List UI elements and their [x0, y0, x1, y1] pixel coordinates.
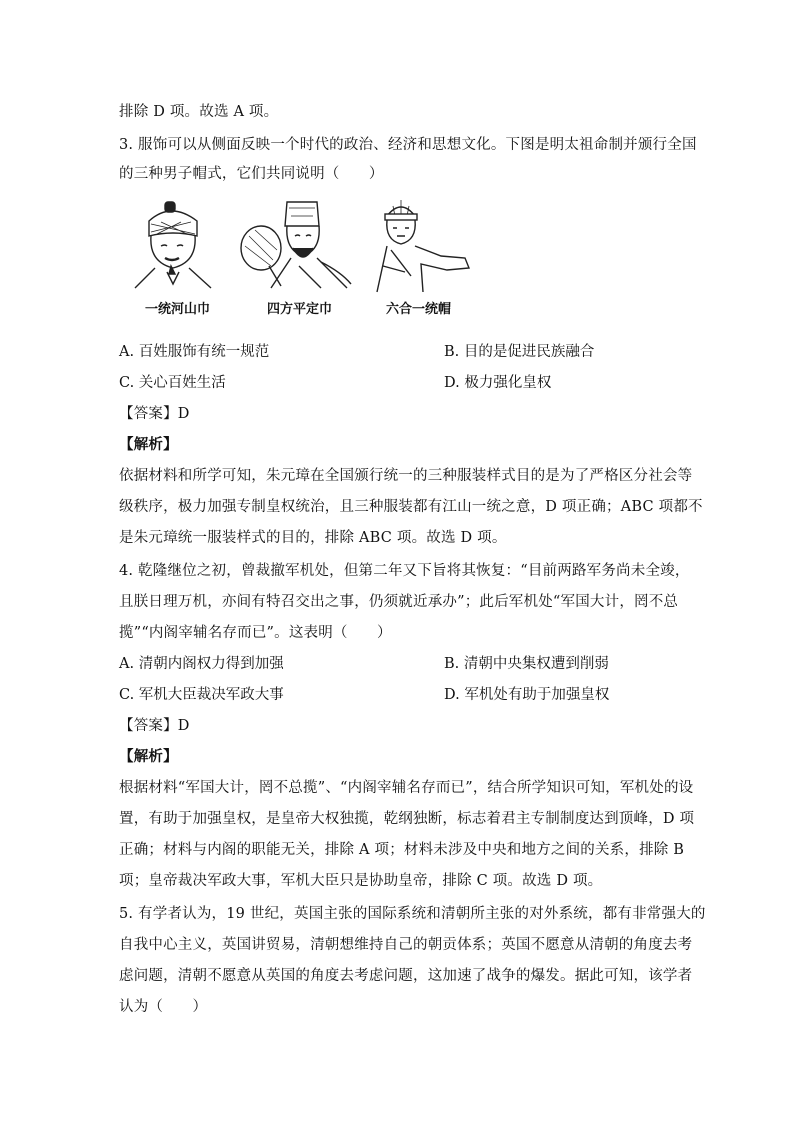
q3-answer: 【答案】D [119, 406, 190, 422]
q4-answer: 【答案】D [119, 718, 190, 734]
q3-option-b: B. 目的是促进民族融合 [444, 344, 595, 360]
hats-figure-drawing [121, 196, 483, 296]
text-line: 排除 D 项。故选 A 项。 [119, 104, 279, 120]
q4-analysis-text: 根据材料“军国大计，罔不总揽”、“内阁宰辅名存而已”，结合所学知识可知，军机处的设 [119, 780, 694, 796]
question-4-stem: 揽”“内阁宰辅名存而已”。这表明（ ） [119, 625, 392, 641]
question-4-stem: 4. 乾隆继位之初，曾裁撤军机处，但第二年又下旨将其恢复：“目前两路军务尚未全竣， [119, 563, 690, 579]
q4-option-d: D. 军机处有助于加强皇权 [444, 687, 610, 703]
figure-1-man-with-net-cap [135, 202, 211, 288]
q3-analysis-text: 依据材料和所学可知，朱元璋在全国颁行统一的三种服装样式目的是为了严格区分社会等 [119, 468, 693, 484]
hats-illustration [121, 196, 483, 324]
figure-2-man-with-square-cap [241, 202, 351, 288]
question-4-stem: 且朕日理万机，亦间有特召交出之事，仍须就近承办”；此后军机处“军国大计，罔不总 [119, 594, 679, 610]
q3-option-d: D. 极力强化皇权 [444, 375, 552, 391]
q4-analysis-heading: 【解析】 [119, 748, 178, 765]
q3-analysis-text: 级秩序，极力加强专制皇权统治，且三种服装都有江山一统之意，D 项正确；ABC 项都不 [119, 499, 703, 515]
caption-hat-2: 四方平定巾 [267, 302, 333, 317]
q3-option-a: A. 百姓服饰有统一规范 [119, 344, 270, 360]
figure-3-man-with-round-cap [377, 200, 469, 292]
q4-option-c: C. 军机大臣裁决军政大事 [119, 687, 284, 703]
q3-analysis-heading: 【解析】 [119, 436, 178, 453]
question-5-stem: 自我中心主义，英国讲贸易，清朝想维持自己的朝贡体系；英国不愿意从清朝的角度去考 [119, 937, 693, 953]
question-5-stem: 认为（ ） [119, 999, 208, 1015]
question-3-stem: 的三种男子帽式，它们共同说明（ ） [119, 166, 384, 182]
q4-analysis-text: 正确；材料与内阁的职能无关，排除 A 项；材料未涉及中央和地方之间的关系，排除 B [119, 842, 685, 858]
q3-analysis-text: 是朱元璋统一服装样式的目的，排除 ABC 项。故选 D 项。 [119, 530, 507, 546]
q4-option-a: A. 清朝内阁权力得到加强 [119, 656, 284, 672]
caption-hat-1: 一统河山巾 [145, 302, 211, 317]
q4-option-b: B. 清朝中央集权遭到削弱 [444, 656, 609, 672]
question-3-stem: 3. 服饰可以从侧面反映一个时代的政治、经济和思想文化。下图是明太祖命制并颁行全国 [119, 137, 697, 153]
q4-analysis-text: 置，有助于加强皇权，是皇帝大权独揽，乾纲独断，标志着君主专制制度达到顶峰，D 项 [119, 811, 695, 827]
q3-option-c: C. 关心百姓生活 [119, 375, 226, 391]
q4-analysis-text: 项；皇帝裁决军政大事，军机大臣只是协助皇帝，排除 C 项。故选 D 项。 [119, 873, 603, 889]
question-5-stem: 5. 有学者认为，19 世纪，英国主张的国际系统和清朝所主张的对外系统，都有非常强大的 [119, 906, 706, 922]
question-5-stem: 虑问题，清朝不愿意从英国的角度去考虑问题，这加速了战争的爆发。据此可知，该学者 [119, 968, 693, 984]
caption-hat-3: 六合一统帽 [386, 302, 452, 317]
